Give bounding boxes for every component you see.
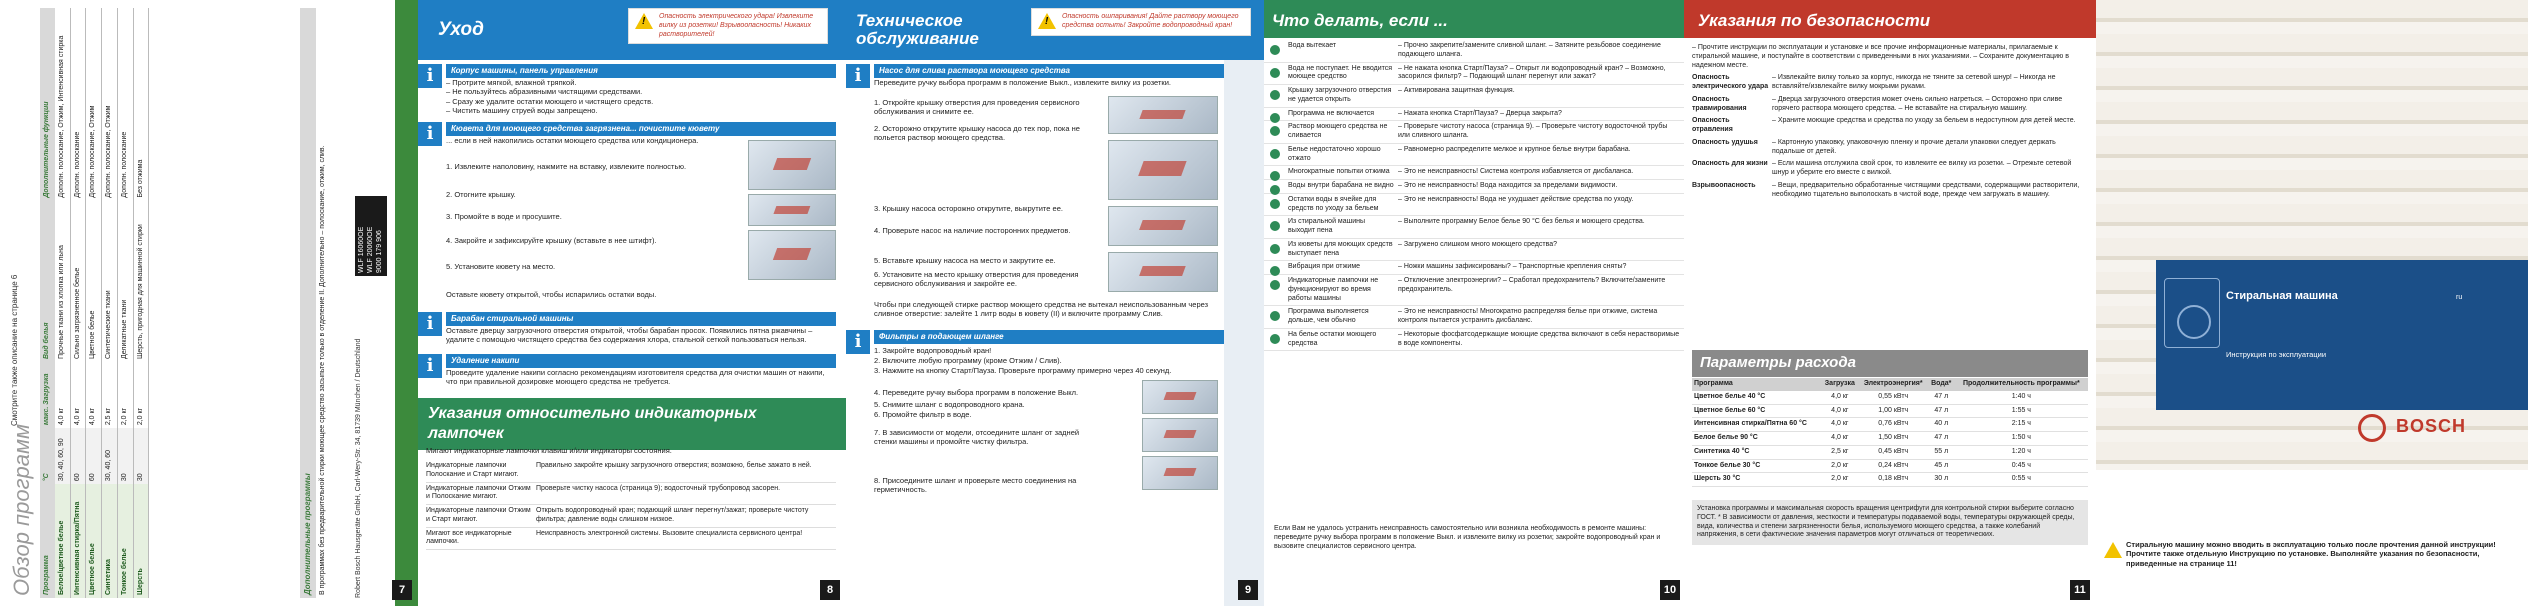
problem: Белье недостаточно хорошо отжато bbox=[1288, 145, 1381, 162]
problem: Воды внутри барабана не видно bbox=[1288, 182, 1394, 189]
temp: 60 bbox=[86, 428, 102, 484]
consumption-heading: Параметры расхода bbox=[1692, 350, 2088, 377]
solution: – Прочно закрепите/замените сливной шланг. – Затяните резьбовое соединение подающего шланга. bbox=[1398, 42, 1661, 58]
service-note: Если Вам не удалось устранить неисправность самостоятельно или возникла необходимость в ремонте машины: переведите ручку выбора программ в положение Выкл. и извлеките вилку из розетки; закройте водопроводный кран и вызовите специалистов сервисного центра. bbox=[1274, 525, 1661, 550]
pump-illustration bbox=[1108, 206, 1218, 246]
solution: – Это не неисправность! Система контроля избавляется от дисбаланса. bbox=[1398, 168, 1634, 176]
service-flap-illustration bbox=[1108, 96, 1218, 134]
safety-list bbox=[1692, 42, 2088, 201]
bullet-icon bbox=[1264, 87, 1288, 105]
problem: Вибрация при отжиме bbox=[1288, 263, 1361, 271]
page-9-maintenance bbox=[846, 0, 1264, 606]
list-item bbox=[1264, 275, 1684, 306]
step-4: 4. Закройте и зафиксируйте крышку (вставьте в нее штифт). bbox=[446, 236, 657, 245]
reference-note: Смотрите также описание на странице 6 bbox=[10, 274, 19, 426]
load: 4,0 кг bbox=[86, 362, 102, 428]
col-header: Вид белья bbox=[40, 201, 55, 362]
page-header bbox=[1684, 0, 2096, 38]
table-row bbox=[102, 8, 118, 598]
info-icon: i bbox=[418, 312, 442, 336]
list-item: – Чистить машину струей воды запрещено. bbox=[446, 106, 598, 116]
load: 4,0 кг bbox=[1821, 432, 1859, 446]
duration: 1:50 ч bbox=[1955, 432, 2088, 446]
step-2: 2. Отогните крышку. bbox=[446, 190, 516, 199]
section-text: ... если в ней накопились остатки моющего средства или кондиционера. bbox=[446, 136, 699, 145]
indicator-action: Неисправность электронной системы. Вызовите специалиста сервисного центра! bbox=[536, 529, 803, 537]
warning-icon bbox=[1038, 13, 1056, 29]
load: 2,5 кг bbox=[102, 362, 118, 428]
list-item bbox=[1692, 42, 2088, 72]
extra: Дополн. полоскание bbox=[117, 8, 133, 201]
bullet-icon bbox=[1264, 277, 1288, 303]
solution: – Активирована защитная функция. bbox=[1398, 87, 1515, 94]
hazard-label: Опасность для жизни bbox=[1692, 160, 1768, 168]
cover-title-block bbox=[2156, 260, 2528, 410]
page-title: Техническое обслуживание bbox=[856, 11, 979, 48]
problem: Из кюветы для моющих средств выступает пена bbox=[1288, 240, 1393, 257]
table-row bbox=[133, 8, 149, 598]
problem: Вода не поступает. Не вводится моющее средство bbox=[1288, 64, 1393, 81]
section-text: Переведите ручку выбора программ в положение Выкл., извлеките вилку из розетки. bbox=[874, 78, 1171, 87]
step-6: 6. Промойте фильтр в воде. bbox=[874, 410, 972, 419]
col-header: Электроэнергия* bbox=[1859, 378, 1928, 391]
problem: Индикаторные лампочки не функционируют во время работы машины bbox=[1288, 277, 1379, 302]
extra: Дополн. полоскание, Отжим, Интенсивная стирка bbox=[55, 8, 70, 201]
indicator-table bbox=[426, 460, 836, 550]
kind: Прочные ткани из хлопка или льна bbox=[55, 201, 70, 362]
list-item bbox=[1264, 180, 1684, 194]
energy: 0,45 кВтч bbox=[1859, 445, 1928, 459]
hazard-text: – Вещи, предварительно обработанные чистящими средствами, содержащими растворители, необходимо тщательно выполоскать в чистой воде, прежде чем загружать в машину. bbox=[1772, 181, 2080, 198]
bullet-icon bbox=[1264, 168, 1288, 177]
cover-title: Стиральная машина bbox=[2226, 290, 2338, 302]
load: 2,0 кг bbox=[1821, 459, 1859, 473]
load: 4,0 кг bbox=[1821, 404, 1859, 418]
page-number: 8 bbox=[820, 580, 840, 600]
consumption-note: Установка программы и максимальная скорость вращения центрифуги для контрольной стирки выберите согласно ГОСТ. * В зависимости от давления, жесткости и температуры подаваемой воды, температуры окружающей среды, вида, количества и степени загрязненности белья, используемого моющего средства, а также колебаний напряжения, в сети фактические значения параметров могут отличаться от теоретических. bbox=[1692, 500, 2088, 545]
page-title: Уход bbox=[438, 19, 484, 40]
table-row bbox=[86, 8, 102, 598]
table-row bbox=[426, 460, 836, 483]
program: Белое белье 90 °C bbox=[1692, 432, 1821, 446]
list-item bbox=[1264, 108, 1684, 122]
program-name: Тонкое белье bbox=[117, 484, 133, 598]
drawer-illustration bbox=[748, 230, 836, 280]
info-icon: i bbox=[846, 64, 870, 88]
washing-machine-icon bbox=[2164, 278, 2220, 348]
table-row bbox=[1692, 404, 2088, 418]
problem: Вода вытекает bbox=[1288, 42, 1337, 49]
page-number: 7 bbox=[392, 580, 412, 600]
extra: Без отжима bbox=[133, 8, 149, 201]
extra: Дополн. полоскание, Отжим bbox=[86, 8, 102, 201]
step-5: 5. Установите кювету на место. bbox=[446, 262, 556, 271]
brand-logo: BOSCH bbox=[2396, 416, 2467, 436]
energy: 1,50 кВтч bbox=[1859, 432, 1928, 446]
problem: Остатки воды в ячейке для средств по уходу за бельем bbox=[1288, 195, 1379, 212]
table-row bbox=[55, 8, 70, 598]
problem: Многократные попытки отжима bbox=[1288, 168, 1390, 176]
table-row bbox=[1692, 445, 2088, 459]
step-4: 4. Переведите ручку выбора программ в положение Выкл. bbox=[874, 388, 1079, 397]
model-code: WLF 20060OE bbox=[366, 226, 374, 273]
problem: Программа выполняется дольше, чем обычно bbox=[1288, 308, 1369, 324]
drawer-illustration bbox=[748, 140, 836, 190]
program-name: Белое/цветное белье bbox=[55, 484, 70, 598]
solution: – Ножки машины зафиксированы? – Транспортные крепления сняты? bbox=[1398, 263, 1627, 271]
table-header bbox=[40, 8, 55, 598]
indicator-state: Индикаторные лампочки Отжим и Старт мигают. bbox=[426, 507, 531, 523]
bullet-icon bbox=[1264, 331, 1288, 349]
page-number: 11 bbox=[2070, 580, 2090, 600]
step-1: 1. Извлеките наполовину, нажмите на вставку, извлеките полностью. bbox=[446, 162, 687, 171]
program: Синтетика 40 °C bbox=[1692, 445, 1821, 459]
temp: 30, 40, 60 bbox=[102, 428, 118, 484]
troubleshooting-list bbox=[1264, 40, 1684, 351]
info-icon: i bbox=[418, 354, 442, 378]
indicator-heading: Указания относительно индикаторных лампочек bbox=[418, 398, 846, 450]
page-header bbox=[1264, 0, 1684, 38]
program-name: Интенсивная стирка/Пятна bbox=[70, 484, 86, 598]
solution: – Нажата кнопка Старт/Пауза? – Дверца закрыта? bbox=[1398, 109, 1562, 117]
table-row bbox=[426, 505, 836, 528]
info-icon: i bbox=[418, 64, 442, 88]
solution: – Некоторые фосфатсодержащие моющие средства включают в себя нерастворимые в воде компоненты. bbox=[1398, 330, 1680, 347]
table-row bbox=[1692, 418, 2088, 432]
kind: Шерсть, пригодная для машинной стирки bbox=[133, 201, 149, 362]
list-item bbox=[1264, 261, 1684, 275]
col-header: макс. Загрузка bbox=[40, 362, 55, 428]
section-heading: Барабан стиральной машины bbox=[446, 312, 836, 326]
step-8: 8. Присоедините шланг и проверьте место соединения на герметичность. bbox=[874, 476, 1077, 495]
list-item bbox=[1264, 166, 1684, 180]
solution: – Это не неисправность! Вода не ухудшает действие средства по уходу. bbox=[1398, 195, 1634, 203]
section-note: Чтобы при следующей стирке раствор моющего средства не вытекал неиспользованным через сливное отверстие: залейте 1 литр воды в кювету (II) и включите программу Слив. bbox=[874, 300, 1209, 319]
hazard-label: Опасность травмирования bbox=[1692, 95, 1747, 112]
solution: – Проверьте чистоту насоса (страница 9). – Проверьте чистоту водосточной трубы или сливного шланга. bbox=[1398, 123, 1668, 139]
load: 2,0 кг bbox=[117, 362, 133, 428]
extra: Дополн. полоскание bbox=[70, 8, 86, 201]
load: 2,5 кг bbox=[1821, 445, 1859, 459]
page-number: 9 bbox=[1238, 580, 1258, 600]
step-5: 5. Снимите шланг с водопроводного крана. bbox=[874, 400, 1025, 409]
cover-page bbox=[2096, 0, 2528, 606]
bosch-logo-icon bbox=[2358, 414, 2386, 442]
bullet-icon bbox=[1264, 241, 1288, 259]
temp: 30, 40, 60, 90 bbox=[55, 428, 70, 484]
list-item bbox=[1264, 144, 1684, 167]
duration: 1:55 ч bbox=[1955, 404, 2088, 418]
solution: – Загружено слишком много моющего средства? bbox=[1398, 240, 1558, 248]
list-item bbox=[1264, 40, 1684, 63]
duration: 2:15 ч bbox=[1955, 418, 2088, 432]
section-text: Проведите удаление накипи согласно рекомендациям изготовителя средства для очистки машин от накипи, что при правильной дозировке моющего средства не требуется. bbox=[446, 368, 825, 387]
list-item bbox=[1264, 85, 1684, 108]
water: 47 л bbox=[1928, 391, 1955, 404]
rotated-content bbox=[0, 0, 418, 606]
list-item bbox=[1264, 329, 1684, 352]
program-name: Цветное белье bbox=[86, 484, 102, 598]
list-item bbox=[1264, 63, 1684, 86]
info-icon: i bbox=[418, 122, 442, 146]
step-6: 6. Установите на место крышку отверстия для проведения сервисного обслуживания и закройте ее. bbox=[874, 270, 1079, 289]
duration: 1:40 ч bbox=[1955, 391, 2088, 404]
indicator-action: Проверьте чистку насоса (страница 9); водосточный трубопровод засорен. bbox=[536, 484, 781, 492]
side-strip bbox=[1224, 60, 1264, 606]
drawer-illustration bbox=[748, 194, 836, 226]
list-item: – Сразу же удалите остатки моющего и чистящего средств. bbox=[446, 96, 654, 106]
list-item bbox=[1692, 72, 2088, 94]
hazard-label: Опасность удушья bbox=[1692, 138, 1758, 146]
water: 45 л bbox=[1928, 459, 1955, 473]
consumption-table bbox=[1692, 378, 2088, 487]
page-7-program-overview bbox=[0, 0, 418, 606]
page-title: Указания по безопасности bbox=[1698, 11, 1931, 30]
program-table bbox=[40, 8, 149, 598]
solution: – Равномерно распределите мелкое и крупное белье внутри барабана. bbox=[1398, 145, 1631, 153]
warning-text: Опасность электрического удара! Извлеките вилку из розетки! Взрывоопасность! Никаких растворителей! bbox=[659, 13, 814, 38]
energy: 0,24 кВтч bbox=[1859, 459, 1928, 473]
extra: Дополн. полоскание, Отжим bbox=[102, 8, 118, 201]
table-row bbox=[426, 528, 836, 551]
warning-icon bbox=[2104, 542, 2122, 558]
warning-icon bbox=[635, 13, 653, 29]
indicator-action: Открыть водопроводный кран; подающий шланг перегнут/зажат; проверьте чистоту фильтра; давление воды слишком низкое. bbox=[536, 507, 809, 523]
filter-illustration bbox=[1142, 456, 1218, 490]
page-10-troubleshooting bbox=[1264, 0, 1684, 606]
hazard-text: – Храните моющие средства и средства по уходу за бельем в недоступном для детей месте. bbox=[1772, 117, 2076, 125]
bullet-icon bbox=[1264, 42, 1288, 60]
bullet-icon bbox=[1264, 308, 1288, 326]
green-side-bar bbox=[395, 0, 418, 606]
solution: – Отключение электроэнергии? – Сработал предохранитель? Включите/замените предохранитель. bbox=[1398, 277, 1666, 293]
load: 4,0 кг bbox=[55, 362, 70, 428]
col-header: Программа bbox=[40, 484, 55, 598]
page-number: 10 bbox=[1660, 580, 1680, 600]
list-item bbox=[1264, 239, 1684, 262]
solution: – Выполните программу Белое белье 90 °С без белья и моющего средства. bbox=[1398, 218, 1645, 226]
step-3: 3. Промойте в воде и просушите. bbox=[446, 212, 562, 221]
warning-text: Опасность ошпаривания! Дайте раствору моющего средства остыть! Закройте водопроводный кран! bbox=[1062, 13, 1239, 29]
bullet-icon bbox=[1264, 196, 1288, 214]
load: 2,0 кг bbox=[1821, 473, 1859, 487]
page-title: Обзор программ bbox=[9, 423, 34, 596]
problem: На белье остатки моющего средства bbox=[1288, 330, 1377, 347]
col-header: Программа bbox=[1692, 378, 1821, 391]
model-code: WLF 16060OE bbox=[358, 226, 365, 273]
page-title: Что делать, если ... bbox=[1272, 11, 1448, 30]
hazard-text: – Извлекайте вилку только за корпус, никогда не тяните за сетевой шнур! – Никогда не вставляйте/извлекайте вилку мокрыми руками. bbox=[1772, 74, 2056, 90]
table-row bbox=[426, 483, 836, 506]
step-5: 5. Вставьте крышку насоса на место и закрутите ее. bbox=[874, 256, 1056, 265]
program: Цветное белье 40 °C bbox=[1692, 391, 1821, 404]
duration: 1:20 ч bbox=[1955, 445, 2088, 459]
section-heading: Дополнительные программы bbox=[300, 8, 316, 598]
water: 47 л bbox=[1928, 432, 1955, 446]
problem: Программа не включается bbox=[1288, 109, 1374, 117]
energy: 0,55 кВтч bbox=[1859, 391, 1928, 404]
solution: – Это не неисправность! Вода находится за пределами видимости. bbox=[1398, 182, 1618, 189]
load: 4,0 кг bbox=[1821, 391, 1859, 404]
program: Тонкое белье 30 °C bbox=[1692, 459, 1821, 473]
section-text: Оставьте дверцу загрузочного отверстия открытой, чтобы барабан просох. Появились пятна ржавчины – удалите с помощью чистящего средства без содержания хлора, стальной сеткой пользоваться нельзя. bbox=[446, 326, 813, 345]
table-row bbox=[70, 8, 86, 598]
temp: 60 bbox=[70, 428, 86, 484]
cover-subtitle: Инструкция по эксплуатации bbox=[2226, 350, 2327, 359]
energy: 1,00 кВтч bbox=[1859, 404, 1928, 418]
solution: – Не нажата кнопка Старт/Пауза? – Открыт ли водопроводный кран? – Возможно, засорился фильтр? – Подающий шланг перегнут или зажат? bbox=[1398, 64, 1666, 81]
step-2: 2. Включите любую программу (кроме Отжим / Слив). bbox=[874, 356, 1062, 365]
model-code: 9000 179 906 bbox=[375, 230, 383, 273]
col-header: °C bbox=[40, 428, 55, 484]
section-note: Оставьте кювету открытой, чтобы испарились остатки воды. bbox=[446, 290, 657, 299]
bullet-icon bbox=[1264, 218, 1288, 236]
bullet-icon bbox=[1264, 110, 1288, 119]
indicator-action: Правильно закройте крышку загрузочного отверстия; возможно, белье зажато в ней. bbox=[536, 462, 812, 469]
step-1: 1. Откройте крышку отверстия для проведения сервисного обслуживания и снимите ее. bbox=[874, 98, 1080, 117]
hazard-label: Взрывоопасность bbox=[1692, 181, 1756, 189]
page-8-care bbox=[418, 0, 846, 606]
problem: Крышку загрузочного отверстия не удается открыть bbox=[1288, 87, 1392, 103]
bullet-icon bbox=[1264, 263, 1288, 272]
duration: 0:55 ч bbox=[1955, 473, 2088, 487]
table-header bbox=[1692, 378, 2088, 391]
section-heading: Корпус машины, панель управления bbox=[446, 64, 836, 78]
table-row bbox=[1692, 459, 2088, 473]
table-row bbox=[1692, 432, 2088, 446]
indicator-state: Индикаторные лампочки Полоскание и Старт мигают. bbox=[426, 462, 519, 478]
col-header: Загрузка bbox=[1821, 378, 1859, 391]
indicator-state: Индикаторные лампочки Отжим и Полоскание мигают. bbox=[426, 484, 531, 501]
program-name: Синтетика bbox=[102, 484, 118, 598]
water: 30 л bbox=[1928, 473, 1955, 487]
water: 55 л bbox=[1928, 445, 1955, 459]
load: 4,0 кг bbox=[1821, 418, 1859, 432]
step-4: 4. Проверьте насос на наличие посторонних предметов. bbox=[874, 226, 1071, 235]
list-item bbox=[1692, 158, 2088, 180]
hazard-text: – Если машина отслужила свой срок, то извлеките ее вилку из розетки. – Отрежьте сетевой шнур и уберите его вместе с вилкой. bbox=[1772, 160, 2072, 176]
warning-box bbox=[1031, 8, 1251, 36]
kind: Деликатные ткани bbox=[117, 201, 133, 362]
temp: 30 bbox=[133, 428, 149, 484]
pump-illustration bbox=[1108, 252, 1218, 292]
col-header: Дополнительные функции bbox=[40, 8, 55, 201]
page-11-safety bbox=[1684, 0, 2096, 606]
table-row bbox=[117, 8, 133, 598]
tap-illustration bbox=[1142, 380, 1218, 414]
list-item bbox=[1264, 194, 1684, 217]
hazard-label: Опасность отравления bbox=[1692, 117, 1733, 133]
bullet-icon bbox=[1264, 65, 1288, 83]
duration: 0:45 ч bbox=[1955, 459, 2088, 473]
table-row bbox=[1692, 391, 2088, 404]
list-item bbox=[1692, 180, 2088, 202]
step-3: 3. Крышку насоса осторожно открутите, выкрутите ее. bbox=[874, 204, 1063, 213]
step-3: 3. Нажмите на кнопку Старт/Пауза. Проверьте программу примерно через 40 секунд. bbox=[874, 366, 1172, 375]
bullet-icon bbox=[1264, 123, 1288, 141]
list-item bbox=[1692, 115, 2088, 137]
list-item: – Не пользуйтесь абразивными чистящими средствами. bbox=[446, 87, 643, 97]
section-heading: Фильтры в подающем шланге bbox=[874, 330, 1224, 344]
load: 2,0 кг bbox=[133, 362, 149, 428]
list-item bbox=[1692, 94, 2088, 116]
bullet-icon bbox=[1264, 146, 1288, 164]
cover-warning-text: Стиральную машину можно вводить в эксплуатацию только после прочтения данной инструкции! Прочтите также отдельную Инструкцию по установке. Выполняйте указания по безопасности, приведенные на странице 11! bbox=[2126, 540, 2496, 568]
language-code: ru bbox=[2456, 294, 2463, 301]
temp: 30 bbox=[117, 428, 133, 484]
section-heading: Удаление накипи bbox=[446, 354, 836, 368]
col-header: Продолжительность программы* bbox=[1955, 378, 2088, 391]
list-item bbox=[1264, 121, 1684, 144]
kind: Синтетические ткани bbox=[102, 201, 118, 362]
step-1: 1. Закройте водопроводный кран! bbox=[874, 346, 992, 355]
section-heading: Насос для слива раствора моющего средства bbox=[874, 64, 1224, 78]
bullet-icon bbox=[1264, 182, 1288, 191]
list-item bbox=[1264, 216, 1684, 239]
warning-box bbox=[628, 8, 828, 44]
list-item bbox=[1264, 306, 1684, 329]
program: Цветное белье 60 °C bbox=[1692, 404, 1821, 418]
manufacturer-address: Robert Bosch Hausgeräte GmbH, Carl-Wery-Str. 34, 81739 München / Deutschland bbox=[355, 338, 362, 598]
water: 47 л bbox=[1928, 404, 1955, 418]
program: Шерсть 30 °C bbox=[1692, 473, 1821, 487]
kind: Сильно загрязненное белье bbox=[70, 201, 86, 362]
indicator-intro: Мигают индикаторные лампочки клавиш и/или индикаторы состояния. bbox=[426, 446, 672, 455]
hazard-text: – Дверца загрузочного отверстия может очень сильно нагреться. – Осторожно при сливе горячего раствора моющего средства. – Не вставайте на стиральную машину. bbox=[1772, 95, 2063, 112]
filter-illustration bbox=[1142, 418, 1218, 452]
hazard-label: Опасность электрического удара bbox=[1692, 74, 1769, 90]
list-item: – Протрите мягкой, влажной тряпкой. bbox=[446, 78, 577, 87]
indicator-state: Мигают все индикаторные лампочки. bbox=[426, 529, 512, 546]
hazard-text: – Картонную упаковку, упаковочную пленку и прочие детали упаковки следует держать подальше от детей. bbox=[1772, 138, 2056, 155]
step-7: 7. В зависимости от модели, отсоедините шланг от задней стенки машины и промойте чистку фильтра. bbox=[874, 428, 1080, 447]
intro-text: – Прочтите инструкции по эксплуатации и установке и все прочие информационные материалы, прилагаемые к стиральной машине, и поступайте в соответствии с приведенными в них указаниями. – Сохраните документацию в надежном месте. bbox=[1692, 44, 2069, 69]
section-heading: Кювета для моющего средства загрязнена... почистите кювету bbox=[446, 122, 836, 136]
additional-programs bbox=[300, 8, 331, 598]
kind: Цветное белье bbox=[86, 201, 102, 362]
program-name: Шерсть bbox=[133, 484, 149, 598]
cover-warning bbox=[2126, 540, 2516, 568]
load: 4,0 кг bbox=[70, 362, 86, 428]
section-text: В программах без предварительной стирки моющее средство засыпьте только в отделение II. Дополнительно – полоскание, отжим, слив. bbox=[319, 145, 326, 595]
energy: 0,76 кВтч bbox=[1859, 418, 1928, 432]
problem: Раствор моющего средства не сливается bbox=[1288, 123, 1388, 139]
table-row bbox=[1692, 473, 2088, 487]
info-icon: i bbox=[846, 330, 870, 354]
list-item bbox=[1692, 137, 2088, 159]
list bbox=[446, 78, 836, 116]
water: 40 л bbox=[1928, 418, 1955, 432]
program: Интенсивная стирка/Пятна 60 °C bbox=[1692, 418, 1821, 432]
problem: Из стиральной машины выходит пена bbox=[1288, 218, 1366, 234]
model-codes bbox=[355, 196, 387, 276]
pump-illustration bbox=[1108, 140, 1218, 200]
solution: – Это не неисправность! Многократно распределяя белье при отжиме, система контроля пытается устранить дисбаланс. bbox=[1398, 308, 1658, 324]
step-2: 2. Осторожно открутите крышку насоса до тех пор, пока не польется раствор моющего средства. bbox=[874, 124, 1080, 143]
col-header: Вода* bbox=[1928, 378, 1955, 391]
energy: 0,18 кВтч bbox=[1859, 473, 1928, 487]
